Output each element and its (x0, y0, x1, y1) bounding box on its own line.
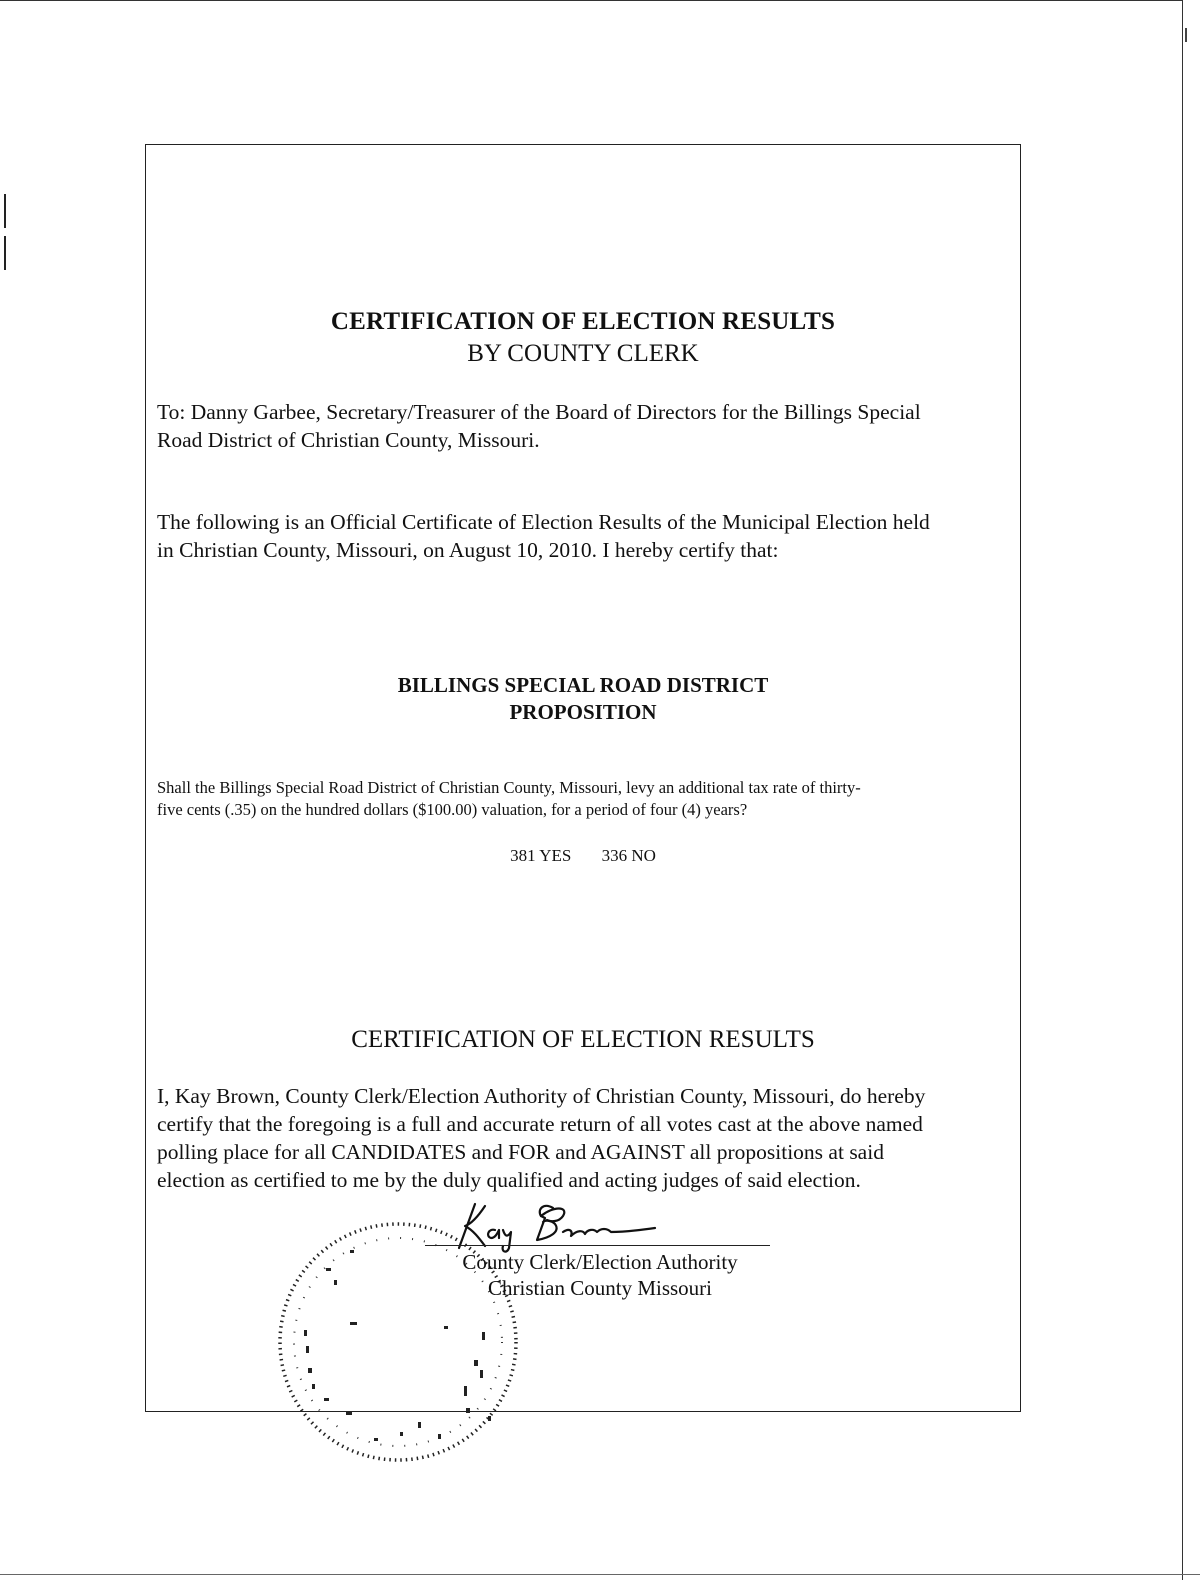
page-edge-bottom (0, 1574, 1200, 1575)
certification-title: CERTIFICATION OF ELECTION RESULTS (351, 1026, 815, 1053)
certification-paragraph (157, 1082, 1013, 1194)
addressee-line: To: Danny Garbee, Secretary/Treasurer of the Board of Directors for the Billings Special (157, 400, 921, 424)
certification-line: election as certified to me by the duly qualified and acting judges of said election. (157, 1168, 861, 1192)
proposition-heading-line: BILLINGS SPECIAL ROAD DISTRICT (397, 673, 769, 697)
certification-line: certify that the foregoing is a full and accurate return of all votes cast at the above named (157, 1112, 923, 1136)
proposition-heading (145, 672, 1021, 726)
proposition-heading-line: PROPOSITION (509, 700, 657, 724)
scan-mark (4, 236, 6, 270)
page-edge-top (0, 0, 1182, 1)
intro-line: in Christian County, Missouri, on August 10, 2010. I hereby certify that: (157, 538, 779, 562)
certification-line: I, Kay Brown, County Clerk/Election Authority of Christian County, Missouri, do hereby (157, 1084, 926, 1108)
proposition-question (157, 777, 1007, 821)
document-subtitle: BY COUNTY CLERK (467, 340, 699, 367)
signature-icon (445, 1196, 665, 1256)
yes-votes: 381 YES (510, 846, 572, 865)
signature-line (425, 1245, 770, 1246)
document-title: CERTIFICATION OF ELECTION RESULTS (330, 308, 836, 335)
scan-mark (4, 194, 6, 228)
vote-results (145, 846, 1021, 866)
signer-title: County Clerk/Election Authority (462, 1250, 738, 1274)
intro-line: The following is an Official Certificate of Election Results of the Municipal Election held (157, 510, 930, 534)
scan-mark (1185, 28, 1187, 42)
intro-paragraph (157, 508, 1013, 564)
signer-county: Christian County Missouri (487, 1276, 713, 1300)
certification-line: polling place for all CANDIDATES and FOR and AGAINST all propositions at said (157, 1140, 884, 1164)
question-line: five cents (.35) on the hundred dollars ($100.00) valuation, for a period of four (4) years? (157, 800, 748, 819)
page-edge-right (1182, 0, 1183, 1580)
addressee-line: Road District of Christian County, Missouri. (157, 428, 540, 452)
no-votes: 336 NO (601, 846, 656, 865)
addressee (157, 398, 1013, 454)
question-line: Shall the Billings Special Road District of Christian County, Missouri, levy an additional tax rate of thirty- (157, 778, 861, 797)
